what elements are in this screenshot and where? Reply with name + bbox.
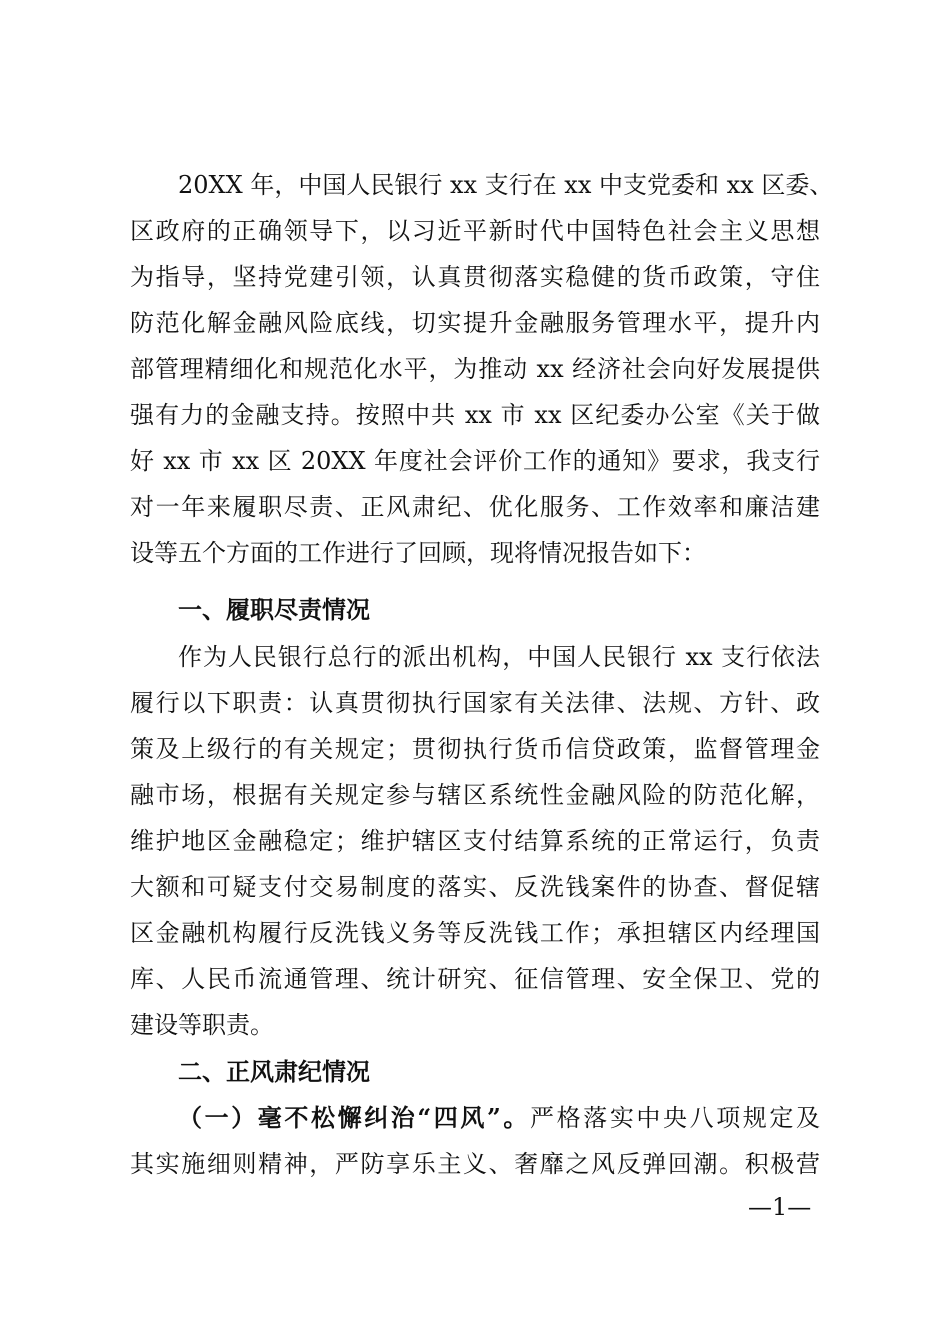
section2-line: 其实施细则精神，严防享乐主义、奢靡之风反弹回潮。积极营 [130, 1150, 820, 1178]
section1-line: 融市场，根据有关规定参与辖区系统性金融风险的防范化解， [130, 781, 820, 809]
section1-line: 大额和可疑支付交易制度的落实、反洗钱案件的协查、督促辖 [130, 873, 820, 901]
section1-line: 作为人民银行总行的派出机构，中国人民银行 xx 支行依法 [178, 643, 820, 671]
intro-line: 好 xx 市 xx 区 20XX 年度社会评价工作的通知》要求，我支行 [130, 447, 820, 475]
subsection-text: 严格落实中央八项规定及 [530, 1104, 821, 1132]
section1-line: 策及上级行的有关规定；贯彻执行货币信贷政策，监督管理金 [130, 735, 820, 763]
section1-line: 建设等职责。 [130, 1011, 274, 1039]
intro-line: 防范化解金融风险底线，切实提升金融服务管理水平，提升内 [130, 309, 820, 337]
intro-line: 设等五个方面的工作进行了回顾，现将情况报告如下： [130, 539, 706, 567]
intro-line: 强有力的金融支持。按照中共 xx 市 xx 区纪委办公室《关于做 [130, 401, 820, 429]
section1-line: 维护地区金融稳定；维护辖区支付结算系统的正常运行，负责 [130, 827, 820, 855]
intro-line: 20XX 年，中国人民银行 xx 支行在 xx 中支党委和 xx 区委、 [178, 171, 834, 199]
section1-line: 库、人民币流通管理、统计研究、征信管理、安全保卫、党的 [130, 965, 820, 993]
section2-subsection-line [178, 1103, 820, 1133]
section-heading-duties: 一、履职尽责情况 [178, 596, 370, 624]
section1-line: 履行以下职责：认真贯彻执行国家有关法律、法规、方针、政 [130, 689, 820, 717]
intro-line: 为指导，坚持党建引领，认真贯彻落实稳健的货币政策，守住 [130, 263, 820, 291]
subsection-heading: （一）毫不松懈纠治“四风”。 [178, 1103, 531, 1132]
intro-line: 对一年来履职尽责、正风肃纪、优化服务、工作效率和廉洁建 [130, 493, 820, 521]
intro-line: 部管理精细化和规范化水平，为推动 xx 经济社会向好发展提供 [130, 355, 820, 383]
page-number: —1— [748, 1193, 812, 1221]
section-heading-discipline: 二、正风肃纪情况 [178, 1058, 370, 1086]
intro-line: 区政府的正确领导下，以习近平新时代中国特色社会主义思想 [130, 217, 820, 245]
section1-line: 区金融机构履行反洗钱义务等反洗钱工作；承担辖区内经理国 [130, 919, 820, 947]
